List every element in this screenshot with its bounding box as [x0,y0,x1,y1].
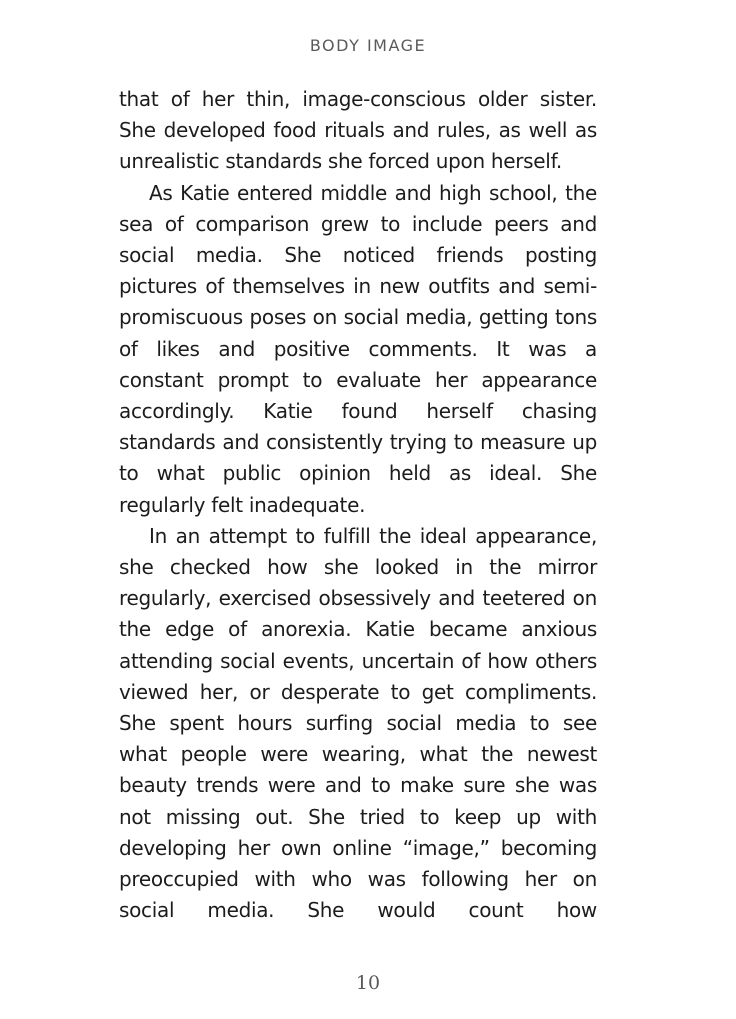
running-head: BODY IMAGE [309,36,427,55]
paragraph-ideal-appearance: In an attempt to fulfill the ideal appearance, she checked how she looked in the mirror regularly, exercised obsessively and teetered on the edge of anorexia. Katie became anxious attending social events, uncertain of how others viewed her, or desperate to get compliments. She spent hours surfing social media to see what people were wearing, what the newest beauty trends were and to make sure she was not missing out. She tried to keep up with developing her own online “image,” becoming preoccupied with who was following her on social media. She would count how [119,523,597,923]
page-number: 10 [355,972,381,994]
paragraph-continued: that of her thin, image-conscious older sister. She developed food rituals and rules, as well as unrealistic standards she forced upon herself. [119,87,597,174]
body-text [119,84,597,926]
paragraph-katie-school: As Katie entered middle and high school, the sea of comparison grew to include peers and social media. She noticed friends posting pictures of themselves in new outfits and semi-promiscuous poses on social media, getting tons of likes and positive comments. It was a constant prompt to evaluate her appearance accordingly. Katie found herself chasing standards and consistently trying to measure up to what public opinion held as ideal. She regularly felt inadequate. [119,180,597,517]
